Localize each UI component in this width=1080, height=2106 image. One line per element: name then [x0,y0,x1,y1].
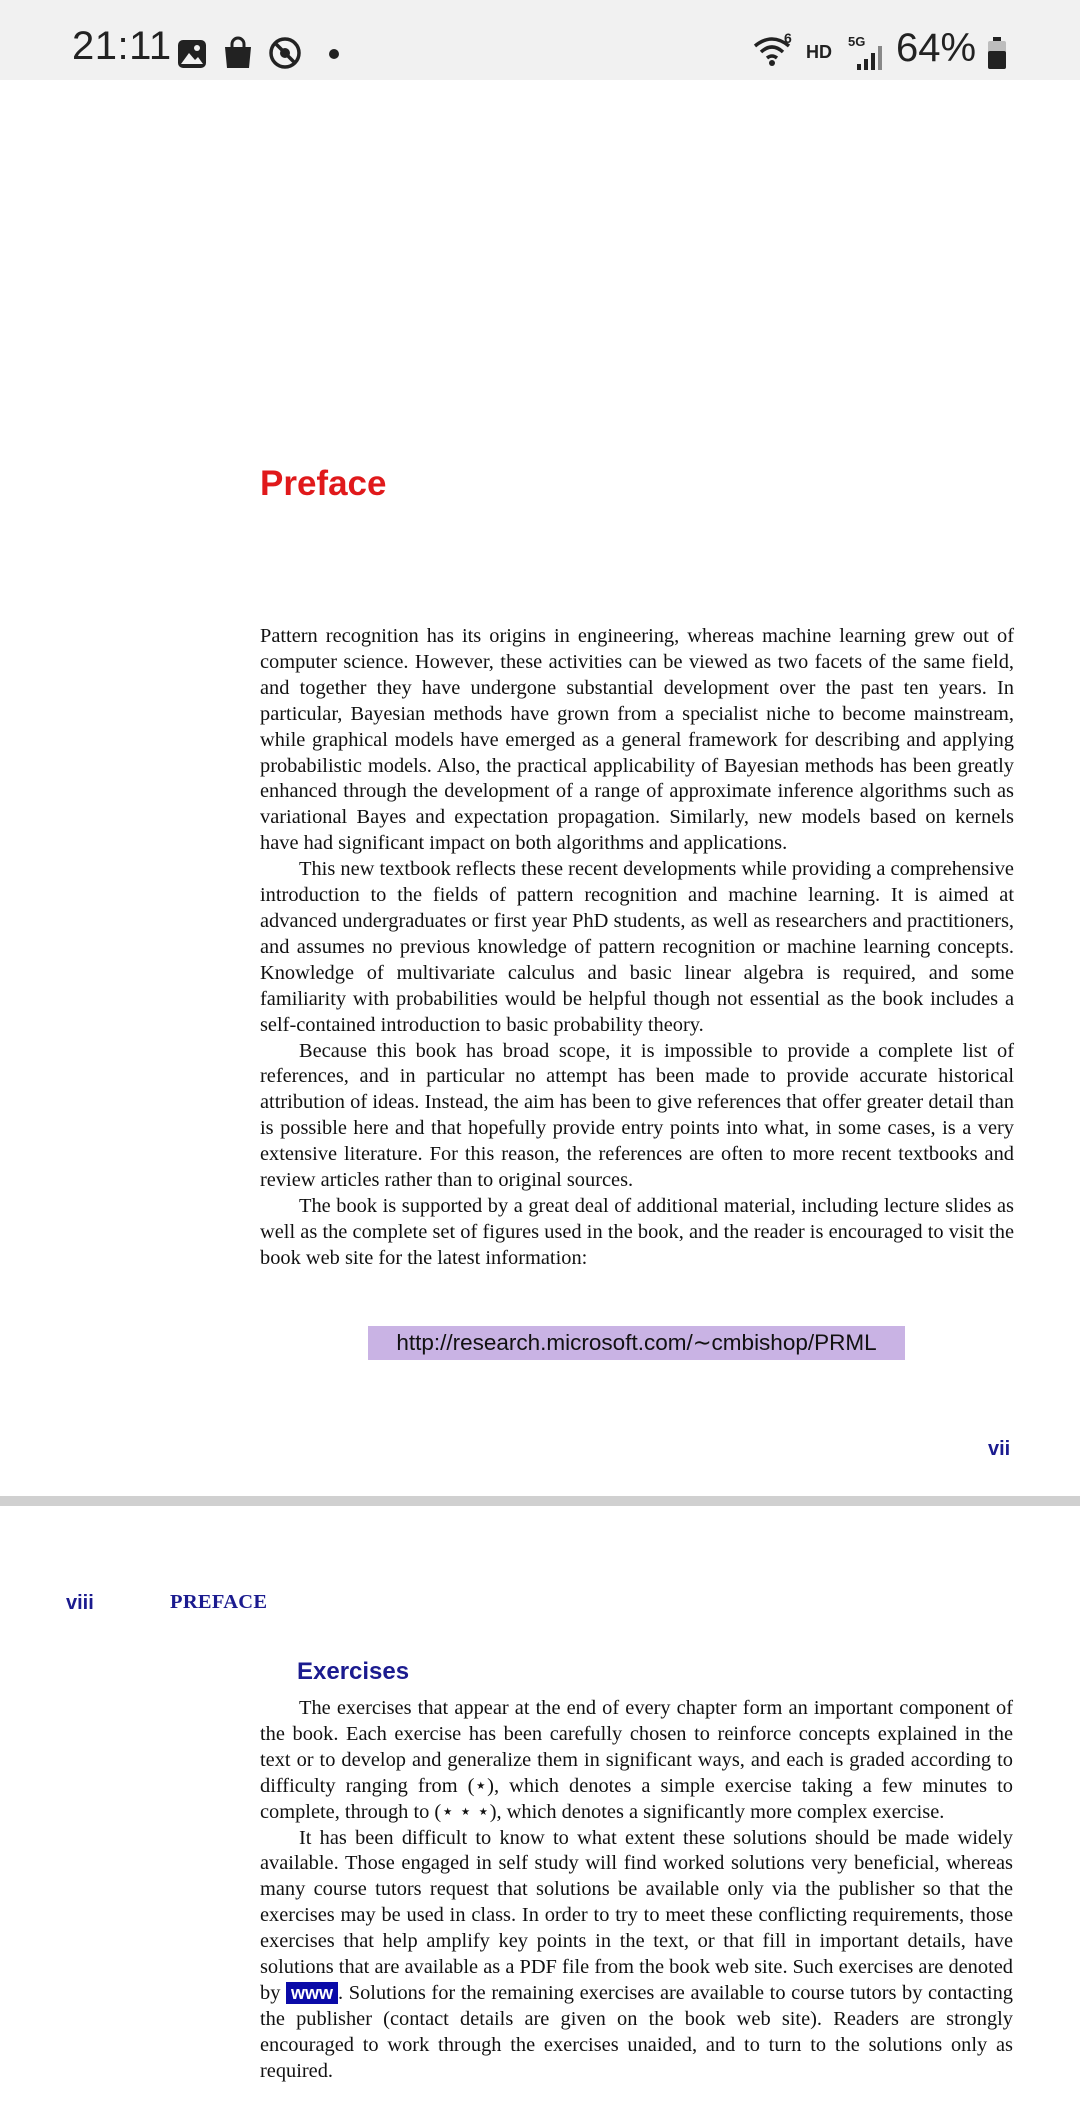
paragraph-text: . Solutions for the remaining exercises are available to course tutors by contacting the publisher (contact details are given on the book web site). Readers are strongly encouraged to work through the exercises unaided, and to turn to the solutions only as required. [260,1981,1013,2082]
network-5g-label: 5G [848,34,866,49]
battery-icon [986,36,1008,70]
paragraph [260,1826,1013,2085]
paragraph: Pattern recognition has its origins in engineering, whereas machine learning grew out of computer science. However, these activities can be viewed as two facets of the same field, and together they have undergone substantial development over the past ten years. In particular, Bayesian methods have grown from a specialist niche to become mainstream, while graphical models have emerged as a general framework for describing and applying probabilistic models. Also, the practical applicability of Bayesian methods has been greatly enhanced through the development of a range of approximate inference algorithms such as variational Bayes and expectation propagation. Similarly, new models based on kernels have had significant impact on both algorithms and applications. [260,625,1014,855]
preface-body [260,624,1014,1272]
book-website-link[interactable]: http://research.microsoft.com/∼cmbishop/PRML [368,1326,905,1360]
status-bar [0,0,1080,80]
page-title: Preface [260,464,387,503]
gallery-icon [176,38,208,70]
running-header-title: PREFACE [170,1591,268,1613]
paragraph: The exercises that appear at the end of every chapter form an important component of the book. Each exercise has been carefully chosen to reinforce concepts explained in the text or to develop and generalize them in significant ways, and each is graded according to difficulty ranging from (⋆), which denotes a simple exercise taking a few minutes to complete, through to (⋆ ⋆ ⋆), which denotes a significantly more complex exercise. [260,1697,1013,1823]
www-badge: www [286,1982,338,2004]
battery-percent: 64% [896,26,977,70]
paragraph: Because this book has broad scope, it is impossible to provide a complete list of references, and in particular no attempt has been made to provide accurate historical attribution of ideas. Instead, the aim has been to give references that offer greater detail than is possible here and that hopefully provide entry points into what, in some cases, is a very extensive literature. For this reason, the references are often to more recent textbooks and review articles rather than to original sources. [260,1039,1014,1192]
paragraph: This new textbook reflects these recent developments while providing a comprehensive introduction to the fields of pattern recognition and machine learning. It is aimed at advanced undergraduates or first year PhD students, as well as researchers and practitioners, and assumes no previous knowledge of pattern recognition or machine learning concepts. Knowledge of multivariate calculus and basic linear algebra is required, and some familiarity with probabilities would be helpful though not essential as the book includes a self-contained introduction to basic probability theory. [260,858,1014,1036]
paragraph-text: It has been difficult to know to what extent these solutions should be made widely available. Those engaged in self study will find worked solutions very beneficial, whereas many course tutors request that solutions be available only via the publisher so that the exercises may be used in class. In order to try to meet these conflicting requirements, those exercises that help amplify key points in the text, or that fill in important details, have solutions that are available as a PDF file from the book web site. Such exercises are denoted by [260,1826,1013,2004]
signal-icon [856,44,886,70]
page-number: vii [988,1438,1011,1460]
shopping-bag-icon [222,36,254,70]
status-time: 21:11 [72,24,172,68]
wifi-badge: 6 [784,30,792,46]
page-divider [0,1496,1080,1506]
section-title: Exercises [297,1658,410,1685]
dot-icon [328,48,340,60]
exercises-body [260,1696,1013,2085]
running-page-number: viii [66,1592,94,1614]
network-hd-label: HD [806,42,832,62]
blocked-icon [268,36,302,70]
paragraph: The book is supported by a great deal of additional material, including lecture slides as well as the complete set of figures used in the book, and the reader is encouraged to visit the book web site for the latest information: [260,1194,1014,1269]
